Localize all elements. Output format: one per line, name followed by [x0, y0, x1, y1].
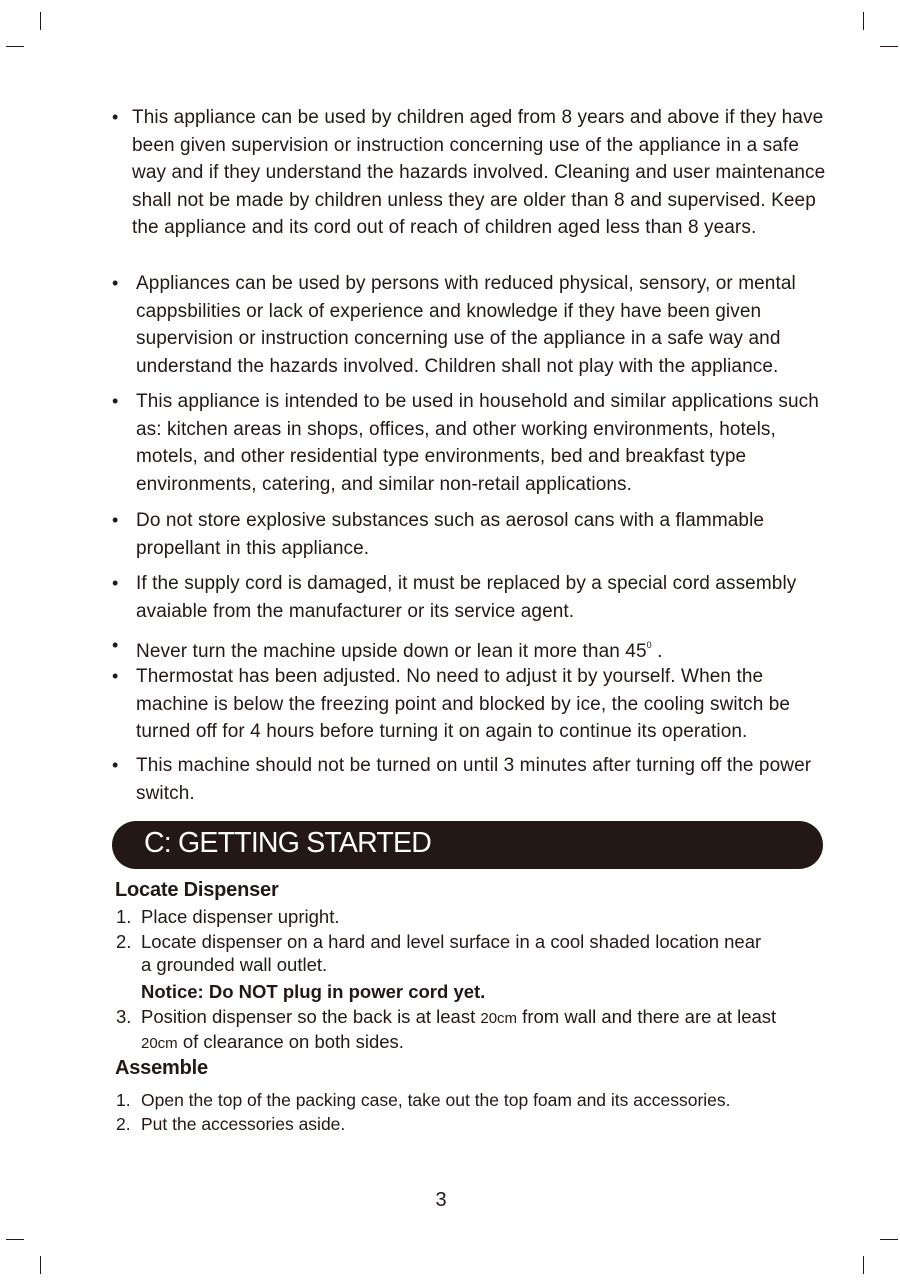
safety-bullet-intended-use: • This appliance is intended to be used in household and similar applications such as: kitchen areas in shops, offices, and other working environments, hotels, motels, and other residential type environments, bed and breakfast type environments, catering, and similar non-retail applications. — [112, 388, 824, 498]
bullet-icon: • — [112, 273, 119, 293]
page-number: 3 — [435, 1189, 447, 1211]
bullet-icon: • — [112, 666, 119, 686]
section-header-bar — [112, 821, 823, 869]
locate-step-1: 1. Place dispenser upright. — [116, 906, 340, 927]
crop-mark-bottom-left-vertical — [40, 1256, 41, 1274]
safety-bullet-children: • This appliance can be used by children aged from 8 years and above if they have been given supervision or instruction concerning use of the appliance in a safe way and if they understand the hazards involved. Cleaning and user maintenance shall not be made by children unless they are older than 8 and supervised. Keep the appliance and its cord out of reach of children aged less than 8 years. — [112, 104, 836, 242]
degree-symbol: 0 — [646, 640, 652, 650]
assemble-step-2: 2. Put the accessories aside. — [116, 1114, 346, 1134]
assemble-step-1: 1. Open the top of the packing case, take out the top foam and its accessories. — [116, 1090, 731, 1110]
bullet-icon: • — [112, 573, 119, 593]
bullet-icon: • — [112, 755, 119, 775]
crop-mark-top-left-vertical — [40, 12, 41, 30]
bullet-icon: • — [112, 391, 119, 411]
safety-bullet-supply-cord: • If the supply cord is damaged, it must be replaced by a special cord assembly avaiable from the manufacturer or its service agent. — [112, 570, 827, 625]
locate-step-3: 3. Position dispenser so the back is at least 20cm from wall and there are at least 20cm of clearance on both sides. — [116, 1006, 777, 1052]
safety-bullet-thermostat: • Thermostat has been adjusted. No need to adjust it by yourself. When the machine is below the freezing point and blocked by ice, the cooling switch be turned off for 4 hours before turning it on again to continue its operation. — [112, 663, 812, 746]
locate-dispenser-heading: Locate Dispenser — [115, 879, 279, 901]
section-title: C: GETTING STARTED — [144, 827, 431, 859]
safety-bullet-restart-delay: • This machine should not be turned on until 3 minutes after turning off the power switch. — [112, 752, 812, 807]
safety-bullet-reduced-capabilities: • Appliances can be used by persons with reduced physical, sensory, or mental cappsbilities or lack of experience and knowledge if they have been given supervision or instruction concerning use of the appliance in a safe way and understand the hazards involved. Children shall not play with the appliance. — [112, 270, 822, 380]
crop-mark-bottom-left-horizontal — [6, 1239, 24, 1240]
assemble-heading: Assemble — [115, 1057, 208, 1079]
crop-mark-bottom-right-horizontal — [880, 1239, 898, 1240]
bullet-icon: • — [112, 510, 119, 530]
notice-warning: Notice: Do NOT plug in power cord yet. — [141, 981, 486, 1002]
bullet-icon: • — [112, 107, 119, 127]
bullet-icon: • — [112, 635, 119, 655]
crop-mark-top-left-horizontal — [6, 46, 24, 47]
safety-bullet-tilt: • Never turn the machine upside down or lean it more than $45^0$ . — [112, 632, 842, 666]
crop-mark-bottom-right-vertical — [863, 1256, 864, 1274]
safety-bullet-explosive: • Do not store explosive substances such as aerosol cans with a flammable propellant in this appliance. — [112, 507, 812, 562]
crop-mark-top-right-vertical — [863, 12, 864, 30]
crop-mark-top-right-horizontal — [880, 46, 898, 47]
locate-step-2: 2. Locate dispenser on a hard and level surface in a cool shaded location near a grounded wall outlet. — [116, 931, 762, 975]
